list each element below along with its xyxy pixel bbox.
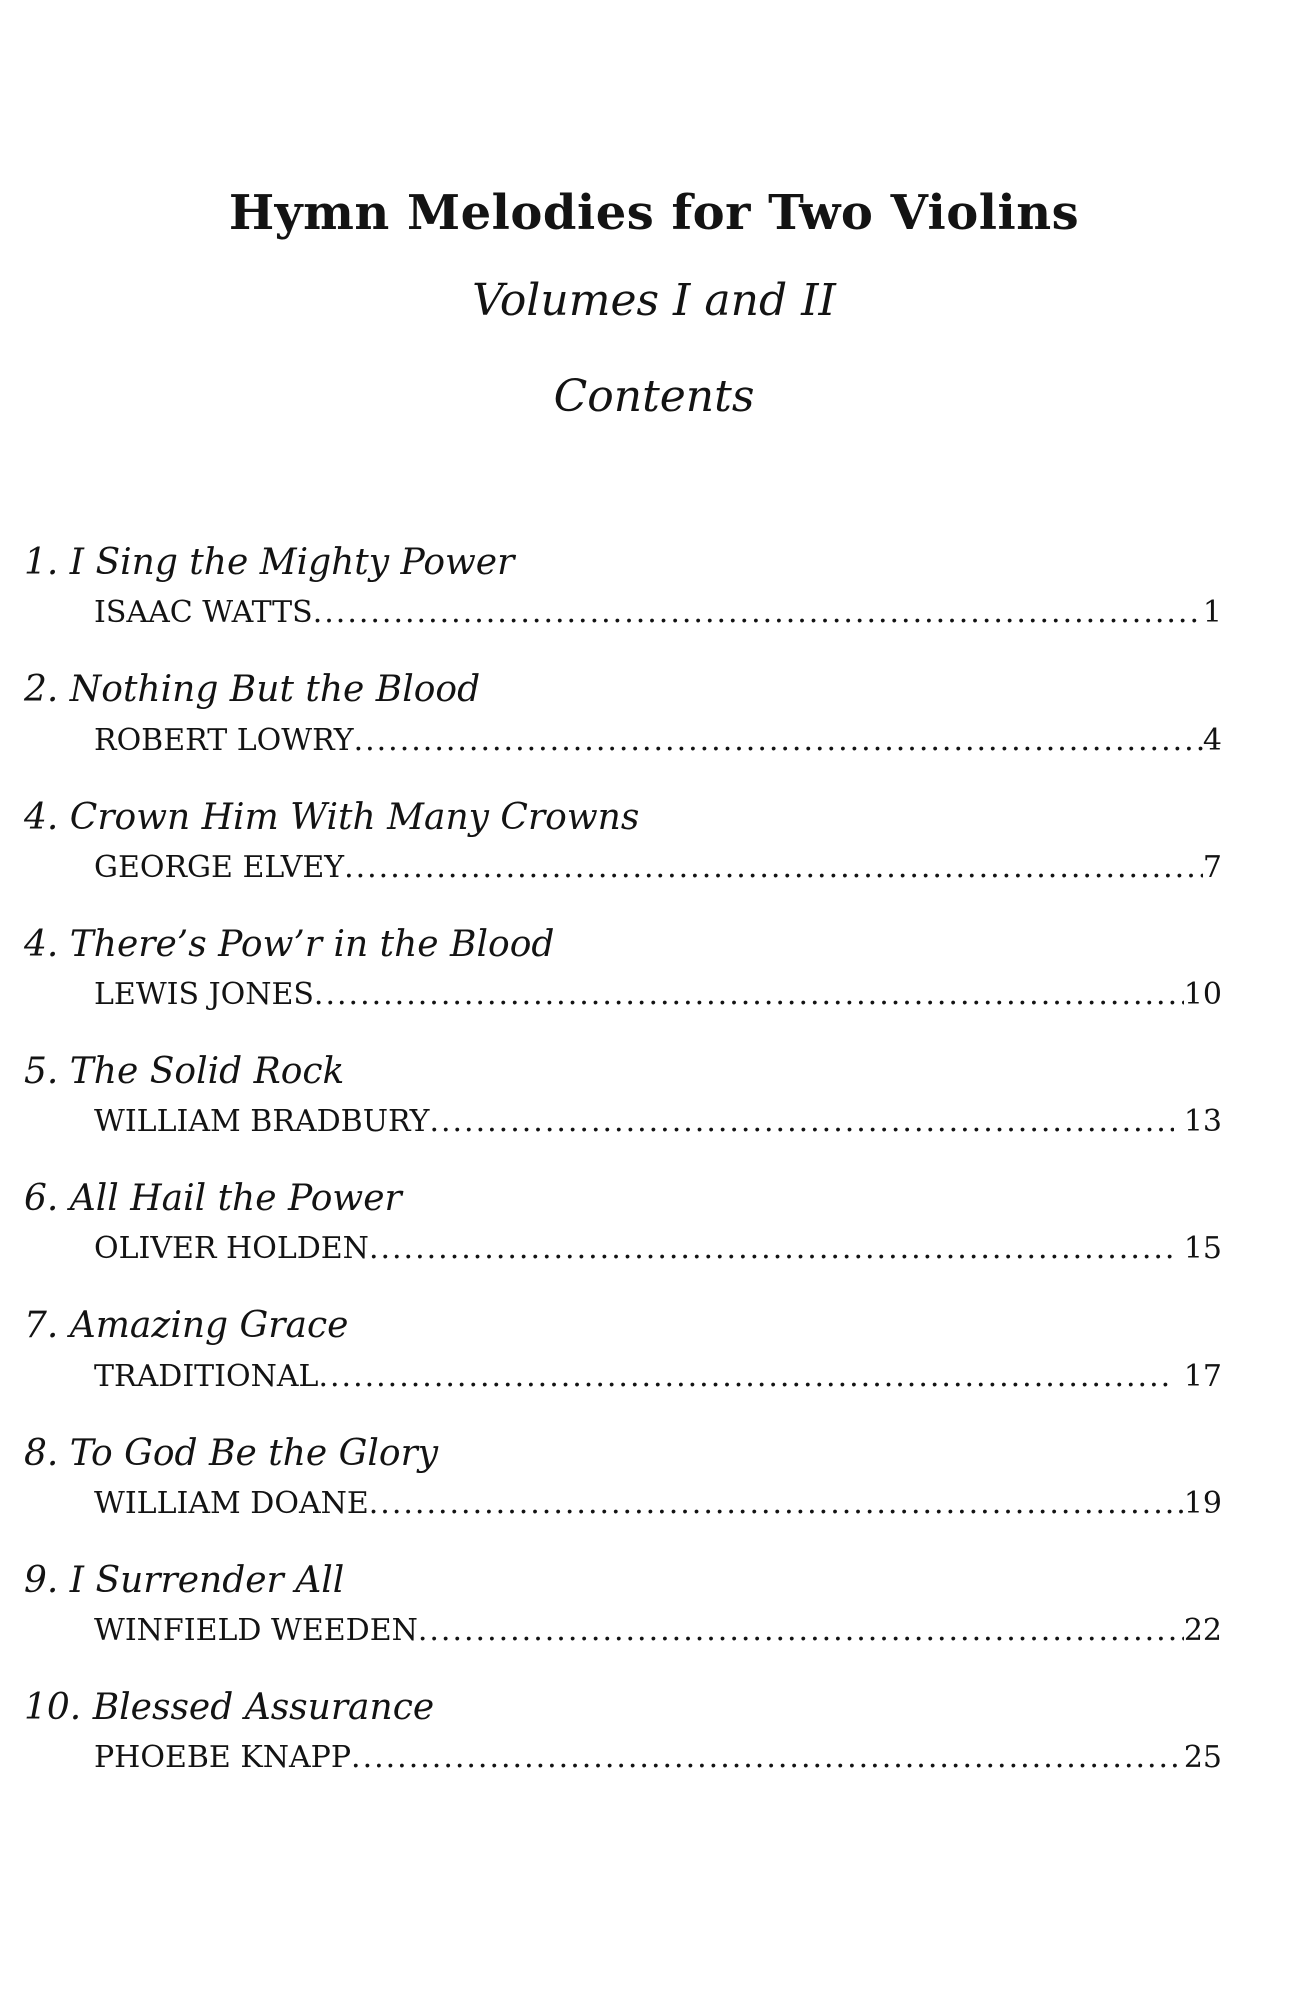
toc-entry-page-number: 13 — [1174, 1104, 1222, 1140]
dot-leader — [351, 1740, 1184, 1776]
toc-entry — [0, 668, 1222, 758]
toc-entry-page-number: 19 — [1183, 1485, 1222, 1521]
toc-entry-author: LEWIS JONES — [94, 976, 314, 1012]
table-of-contents — [0, 541, 1308, 1776]
dot-leader — [429, 1104, 1174, 1140]
toc-entry — [0, 1050, 1222, 1140]
page-subtitle: Volumes I and II — [472, 274, 836, 326]
toc-entry-line — [0, 1740, 1222, 1776]
contents-heading: Contents — [553, 371, 755, 423]
toc-entry-line — [0, 1231, 1222, 1267]
toc-entry-line — [0, 723, 1222, 759]
toc-entry-page-number: 15 — [1174, 1231, 1222, 1267]
toc-entry-title: 10. Blessed Assurance — [24, 1686, 435, 1728]
toc-entry-line — [0, 977, 1222, 1013]
toc-entry-author: WILLIAM DOANE — [94, 1485, 369, 1521]
dot-leader — [344, 850, 1203, 886]
toc-entry — [0, 796, 1222, 886]
toc-entry-title: 4. Crown Him With Many Crowns — [24, 796, 640, 838]
toc-entry-page-number: 10 — [1183, 976, 1222, 1012]
toc-entry-author: ROBERT LOWRY — [94, 722, 354, 758]
toc-entry-page-number: 22 — [1183, 1612, 1222, 1648]
toc-entry-page-number: 4 — [1202, 722, 1222, 758]
toc-entry-author: TRADITIONAL — [94, 1358, 319, 1394]
page-title: Hymn Melodies for Two Violins — [228, 185, 1080, 241]
toc-entry — [0, 923, 1222, 1013]
toc-entry-page-number: 17 — [1174, 1358, 1222, 1394]
document-header — [0, 0, 1308, 424]
dot-leader — [313, 595, 1203, 631]
toc-entry-author: GEORGE ELVEY — [94, 849, 345, 885]
dot-leader — [369, 1231, 1174, 1267]
toc-entry-author: WINFIELD WEEDEN — [94, 1612, 418, 1648]
toc-entry-line — [0, 1486, 1222, 1522]
dot-leader — [418, 1613, 1184, 1649]
toc-entry-author: WILLIAM BRADBURY — [94, 1104, 430, 1140]
dot-leader — [314, 977, 1184, 1013]
toc-entry-title: 4. There’s Pow’r in the Blood — [24, 923, 555, 965]
dot-leader — [354, 723, 1203, 759]
toc-entry-author: ISAAC WATTS — [94, 595, 313, 631]
toc-entry-title: 5. The Solid Rock — [24, 1050, 345, 1092]
dot-leader — [318, 1359, 1174, 1395]
toc-entry-line — [0, 595, 1222, 631]
toc-entry-line — [0, 850, 1222, 886]
toc-entry — [0, 1686, 1222, 1776]
toc-entry-title: 1. I Sing the Mighty Power — [24, 542, 515, 584]
toc-entry-title: 8. To God Be the Glory — [24, 1432, 439, 1474]
toc-entry-author: PHOEBE KNAPP — [94, 1740, 352, 1776]
toc-entry-title: 6. All Hail the Power — [24, 1178, 402, 1220]
toc-entry-page-number: 25 — [1183, 1740, 1222, 1776]
toc-entry-page-number: 1 — [1202, 595, 1222, 631]
toc-entry-author: OLIVER HOLDEN — [94, 1231, 369, 1267]
toc-entry-title: 7. Amazing Grace — [24, 1305, 349, 1347]
toc-entry — [0, 1304, 1222, 1394]
toc-entry-line — [0, 1613, 1222, 1649]
toc-entry — [0, 541, 1222, 631]
toc-entry-line — [0, 1359, 1222, 1395]
toc-entry-title: 9. I Surrender All — [24, 1559, 345, 1601]
toc-entry-title: 2. Nothing But the Blood — [24, 669, 481, 711]
toc-entry-page-number: 7 — [1202, 849, 1222, 885]
toc-entry — [0, 1177, 1222, 1267]
toc-entry-line — [0, 1104, 1222, 1140]
dot-leader — [369, 1486, 1184, 1522]
toc-entry — [0, 1432, 1222, 1522]
toc-entry — [0, 1559, 1222, 1649]
